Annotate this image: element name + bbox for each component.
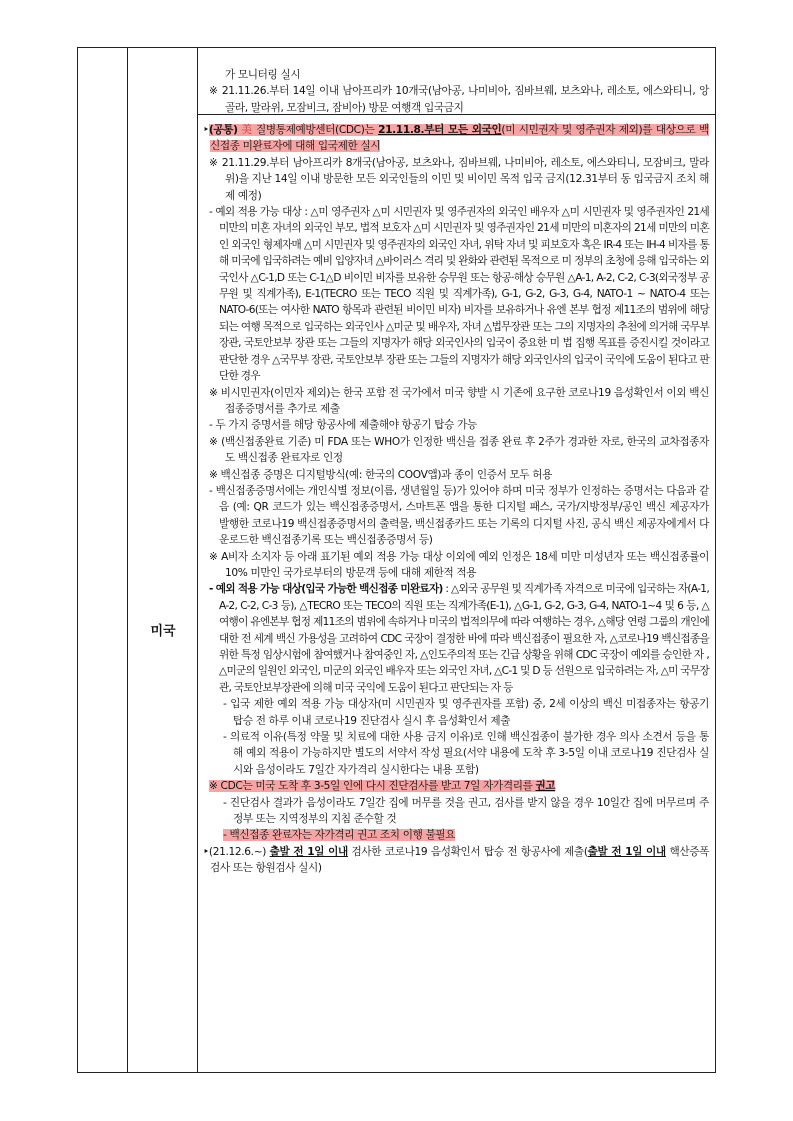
note-item: ※ 백신접종 증명은 디지털방식(예: 한국의 COOV앱)과 종이 인증서 모두 허용 (209, 468, 553, 481)
test-text: 검사한 코로나19 음성확인서 탑승 전 항공사에 제출( (347, 845, 588, 858)
top-cell (203, 67, 709, 116)
dash-item: - 의료적 이유(특정 약물 및 치료에 대한 사용 금지 이유)로 인해 백신접종이 불가한 경우 의사 소견서 등을 통해 예외 적용이 가능하지만 별도의 서약서 작성 필요(서약 내용에 도착 후 3-5일 이내 코로나19 진단검사 실시와 음성이라도 7일간 자가격리 실시한다는 내용 포함) (223, 731, 709, 776)
exception-item (203, 581, 709, 696)
column-divider (127, 48, 128, 1072)
column-divider (197, 48, 198, 1072)
cdc-recommendation-text: ※ CDC는 미국 도착 후 3-5일 인에 다시 진단검사를 받고 7일 자가격리를 (209, 780, 536, 793)
effective-date: 21.11.8.부터 모든 외국인 (378, 124, 502, 136)
us-flag-char: 美 (241, 124, 253, 136)
common-text-rest: (미 시민권자 및 영주권자 제외)를 대상으로 백신접종 미완료자에 대해 입국제한 실시 (210, 124, 709, 153)
dash-item: - 진단검사 결과가 음성이라도 7일간 집에 머무를 것을 권고, 검사를 받지 않을 경우 10일간 집에 머무르며 주정부 또는 지역정부의 지침 준수할 것 (223, 796, 709, 826)
note-item: ※ 비시민권자(이민자 제외)는 한국 포함 전 국가에서 미국 향발 시 기존에 요구한 코로나19 음성확인서 이외 백신접종증명서를 추가로 제출 (209, 386, 709, 415)
recommend-word: 권고 (535, 780, 556, 793)
policy-table (77, 47, 716, 1073)
country-label: 미국 (150, 624, 176, 639)
dash-item: - 입국 제한 예외 적용 가능 대상자(미 시민권자 및 영주권자를 포함) 중, 2세 이상의 백신 미접종자는 항공기 탑승 전 하루 이내 코로나19 진단검사 실시 후 음성확인서 제출 (223, 698, 709, 727)
bullet-marker: ‣ (203, 845, 209, 858)
vaccinated-exemption-text: - 백신접종 완료자는 자가격리 권고 조치 이행 불필요 (223, 829, 456, 842)
dash-item: - 예외 적용 가능 대상 : △미 영주권자 △미 시민권자 및 영주권자의 외국인 배우자 △미 시민권자 및 영주권자인 21세 미만의 미혼 자녀의 외국인 부모, 법적 보호자 △미 시민권자 및 영주권자인 21세 미만의 미혼자의 21세 미만의 미혼인 외국인 형제자매 △미 시민권자 및 영주권자의 외국인 자녀, 위탁 자녀 및 피보호자 혹은 IR-4 또는 IH-4 비자를 통해 미국에 입국하려는 예비 입양자녀 △바이러스 격리 및 완화와 관련된 목적으로 미 정부의 초청에 응해 입국하는 외국인사 △C-1,D 또는 C-1△D 비이민 비자를 보유한 승무원 또는 항공·해상 승무원 △A-1, A-2, C-2, C-3(외국정부 공무원 및 직계가족), E-1(TECRO 또는 TECO 직원 및 직계가족), G-1, G-2, G-3, G-4, NATO-1 ~ NATO-4 또는 NATO-6(또는 여사한 NATO 항목과 관련된 비이민 비자) 비자를 보유하거나 유엔 본부 협정 제11조의 범위에 해당되는 여행 목적으로 입국하는 외국인사 △미군 및 배우자, 자녀 △법무장관 또는 그의 지명자의 추천에 의거해 국무부 장관, 국토안보부 장관 또는 그들의 지명자가 해당 외국인사의 입국이 중요한 미 법 집행 목표를 증진시킬 것이라고 판단한 경우 △국무부 장관, 국토안보부 장관 또는 그들의 지명자가 해당 외국인사의 입국이 국익에 도움이 된다고 판단한 경우 (209, 206, 709, 383)
dash-item: - 백신접종증명서에는 개인식별 정보(이름, 생년월일 등)가 있어야 하며 미국 정부가 인정하는 증명서는 다음과 같음 (예: QR 코드가 있는 백신접종증명서, 스마트폰 앱을 통한 디지털 패스, 국가/지방정부/공인 백신 제공자가 발행한 코로나19 백신접종증명서의 출력물, 백신접종카드 또는 기록의 디지털 사진, 공식 백신 제공자에게서 다운로드한 백신접종기록 또는 백신접종증명서 등) (209, 484, 709, 547)
top-cell-line: 가 모니터링 실시 (225, 69, 301, 81)
note-item: ※ A비자 소지자 등 아래 표기된 예외 적용 가능 대상 이외에 예외 인정은 18세 미만 미성년자 또는 백신접종률이 10% 미만인 국가로부터의 방문객 등에 대해 제한적 적용 (209, 550, 709, 579)
common-text: 질병통제예방센터(CDC)는 (252, 124, 379, 136)
test-deadline: 출발 전 1일 이내 (269, 845, 348, 858)
note-item: ※ (백신접종완료 기준) 미 FDA 또는 WHO가 인정한 백신을 접종 완료 후 2주가 경과한 자로, 한국의 교차접종자도 백신접종 완료자로 인정 (209, 435, 709, 465)
exception-text: : △외국 공무원 및 직계가족 자격으로 미국에 입국하는 자(A-1, A-2, C-2, C-3 등), △TECRO 또는 TECO의 직원 또는 직계가족(E-1), △G-1, G-2, G-3, G-4, NATO-1~4 및 6 등, △여행이 유엔본부 협정 제11조의 범위에 속하거나 미국의 법적의무에 따라 여행하는 경우, △해당 연령 그룹의 개인에 대한 전 세계 백신 가용성을 고려하여 CDC 국장이 결정한 바에 따라 백신접종이 필요한 자, △코로나19 백신접종을 위한 특정 임상시험에 참여했거나 참여중인 자, △인도주의적 또는 긴급 상황을 위해 CDC 국장이 예외를 승인한 자 , △미군의 일원인 외국인, 미군의 외국인 배우자 또는 외국인 자녀, △C-1 및 D 등 선원으로 입국하려는 자, △미 국무장관, 국토안보부장관에 의해 미국 국익에 도움이 된다고 판단되는 자 등 (219, 583, 709, 694)
common-bullet (203, 122, 709, 155)
bullet-marker: ‣ (203, 124, 209, 136)
vaccinated-exemption (203, 827, 709, 843)
exception-label: - 예외 적용 가능 대상(입국 가능한 백신접종 미완료자) (209, 583, 443, 596)
test-text-rest: 핵산증폭검사 또는 항원검사 실시) (210, 845, 710, 875)
cdc-recommendation (203, 778, 709, 794)
main-cell (203, 122, 709, 877)
test-bullet (203, 844, 709, 877)
common-label: (공통) (208, 124, 238, 136)
test-date: (21.12.6.~) (208, 845, 270, 858)
entry-ban-note: ※ 21.11.26.부터 14일 이내 남아프리카 10개국(남아공, 나미비아, 짐바브웨, 보츠와나, 레소토, 에스와티니, 앙골라, 말라위, 모잠비크, 잠비아) 방문 여행객 입국금지 (209, 85, 709, 114)
dash-item: - 두 가지 증명서를 해당 항공사에 제출해야 항공기 탑승 가능 (209, 419, 477, 432)
note-item: ※ 21.11.29.부터 남아프리카 8개국(남아공, 보츠와나, 짐바브웨, 나미비아, 레소토, 에스와티니, 모잠비크, 말라위)을 지난 14일 이내 방문한 모든 외국인들의 이민 및 비이민 목적 입국 금지(12.31부터 동 입국금지 조치 해제 예정) (209, 156, 709, 202)
test-deadline: 출발 전 1일 이내 (587, 845, 666, 858)
